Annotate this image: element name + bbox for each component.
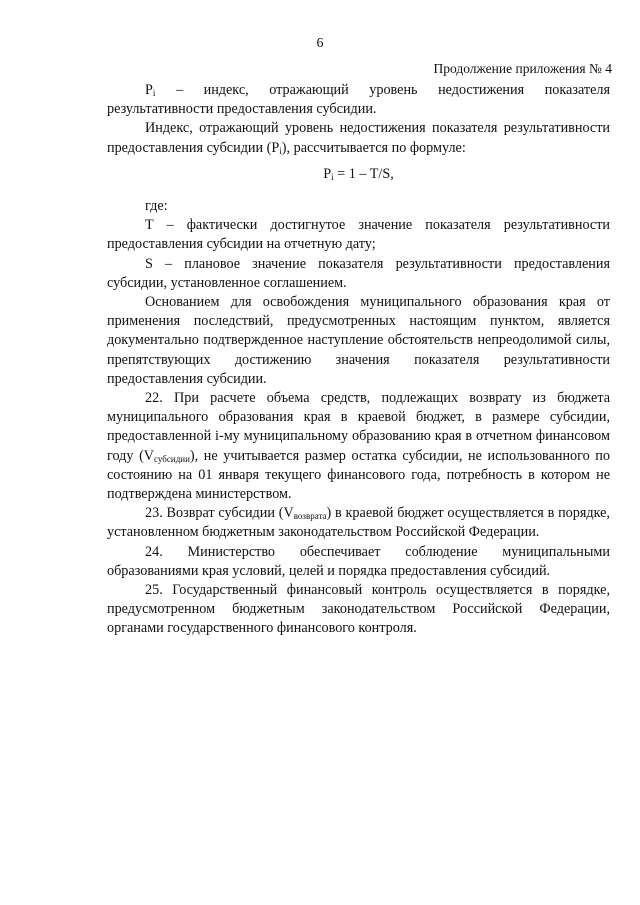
- paragraph-t-definition: T – фактически достигнутое значение показателя результативности предоставления субсидии на отчетную дату;: [107, 217, 610, 253]
- paragraph-index-definition: $P_i$ – индекс, отражающий уровень недостижения показателя результативности предоставления субсидии.: [107, 82, 610, 118]
- paragraph-24: 24. Министерство обеспечивает соблюдение муниципальными образованиями края условий, целей и порядка предоставления субсидий.: [107, 543, 610, 579]
- paragraph-25: 25. Государственный финансовый контроль осуществляется в порядке, предусмотренном бюджетным законодательством Российской Федерации, органами государственного финансового контроля.: [107, 582, 610, 637]
- appendix-continuation-note: Продолжение приложения № 4: [433, 61, 612, 76]
- formula: $P_i = 1 - T/S$,: [323, 165, 394, 182]
- paragraph-exemption-basis: Основанием для освобождения муниципального образования края от применения последствий, предусмотренных настоящим пунктом, является документально подтвержденное наступление обстоятельств непреодолимой силы, препятствующих достижению значения показателя результативности предоставления субсидии.: [107, 294, 610, 387]
- page-number: 6: [316, 36, 324, 51]
- document-body: [107, 81, 610, 639]
- paragraph-index-formula-intro: Индекс, отражающий уровень недостижения показателя результативности предоставления субсидии $(P_i)$, рассчитывается по формуле:: [107, 120, 610, 156]
- paragraph-22: 22. При расчете объема средств, подлежащих возврату из бюджета муниципального образования края в краевой бюджет, в размере субсидии, предоставленной i-му муниципальному образованию края в отчетном финансовом году $(V_{субсидии})$, не учитывается размер остатка субсидии, не использованного по состоянию на 01 января текущего финансового года, потребность в котором не подтверждена министерством.: [107, 390, 610, 503]
- paragraph-s-definition: S – плановое значение показателя результативности предоставления субсидии, установленное соглашением.: [107, 255, 610, 291]
- where-label: где:: [145, 198, 168, 215]
- paragraph-23: 23. Возврат субсидии $(V_{возврата})$ в краевой бюджет осуществляется в порядке, установленном бюджетным законодательством Российской Федерации.: [107, 505, 610, 541]
